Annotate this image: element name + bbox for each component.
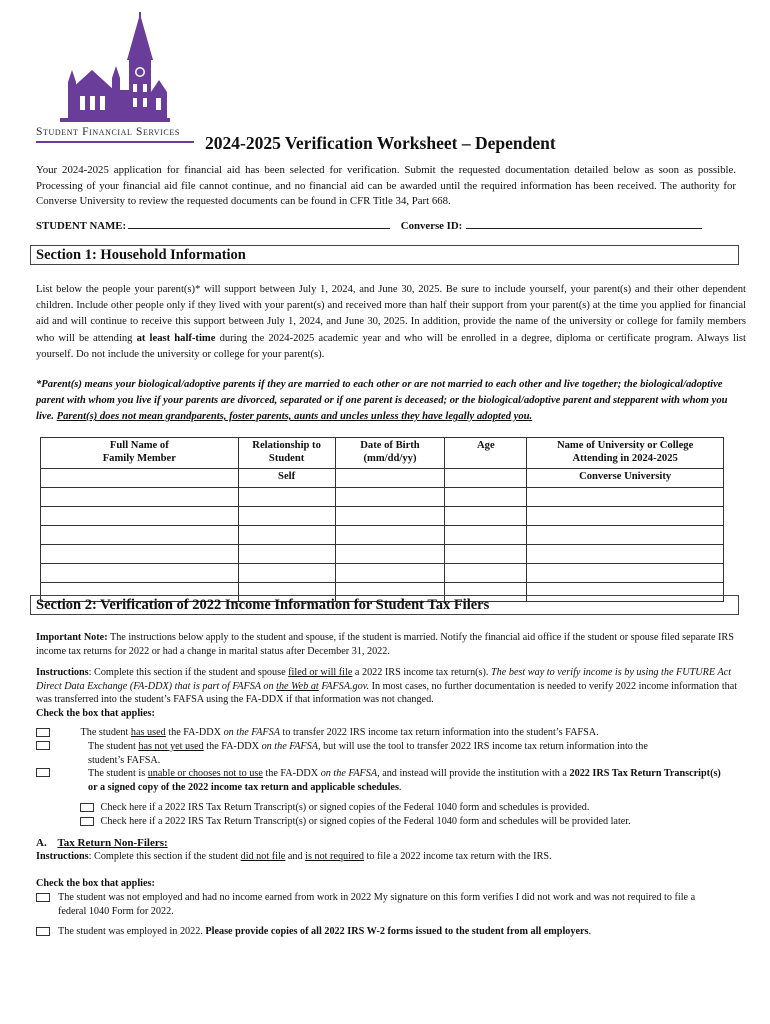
sub-option-later-text: Check here if a 2022 IRS Tax Return Transcript(s) or signed copies of the Federal 1040 form and schedules will be provided later. <box>100 816 631 827</box>
section1-text-b: during the 2024-2025 academic year and who will be enrolled in a degree, diploma or certificate program. Always list yourself. Do not include the university or college for your parent(s). <box>36 332 746 360</box>
non-filers-heading <box>36 837 168 849</box>
table-cell[interactable] <box>238 507 335 526</box>
clock-tower-icon <box>60 12 170 124</box>
table-cell[interactable] <box>335 545 445 564</box>
table-cell[interactable] <box>238 545 335 564</box>
table-row <box>41 564 724 583</box>
option-ddx-not-yet <box>88 740 648 767</box>
table-cell[interactable] <box>445 526 527 545</box>
opt3-text-a: The student is <box>88 768 146 779</box>
col-header-relationship: Relationship to Student <box>238 438 335 469</box>
section2-instructions <box>36 666 746 720</box>
household-table <box>40 437 724 602</box>
option-employed-text: The student was employed in 2022. <box>58 926 203 937</box>
instructions-text-a: : Complete this section if the student and spouse <box>88 667 286 678</box>
table-header-row <box>41 438 724 469</box>
table-cell[interactable] <box>445 507 527 526</box>
opt2-text-b: the FA-DDX <box>206 741 260 752</box>
checkbox-ddx-unable-wrap <box>36 766 50 780</box>
opt2-italic: on the FAFSA <box>261 741 318 752</box>
table-cell[interactable] <box>527 507 724 526</box>
converse-id-label: Converse ID: <box>400 220 463 232</box>
non-filers-instr-b: to file a 2022 income tax return with the IRS. <box>366 851 552 862</box>
table-cell[interactable] <box>445 488 527 507</box>
opt2-underlined: has not yet used <box>138 741 204 752</box>
student-info-line <box>36 218 736 232</box>
instructions-underlined: filed or will file <box>288 667 353 678</box>
table-cell[interactable] <box>41 507 239 526</box>
checkbox-not-employed-wrap <box>36 891 50 905</box>
section1-heading: Section 1: Household Information <box>30 245 739 265</box>
table-cell[interactable] <box>445 469 527 488</box>
table-cell[interactable] <box>41 488 239 507</box>
section1-paragraph <box>36 282 746 363</box>
sub-option-provided <box>80 801 740 815</box>
table-cell[interactable] <box>445 564 527 583</box>
intro-paragraph: Your 2024-2025 application for financial aid has been selected for verification. Submit the requested documentation detailed below as soon as possible. Processing of your financial aid file cannot continue, and no financial aid can be awarded until the required information has been received. The authority for Converse University to review the requested documents can be found in CFR Title 34, Part 668. <box>36 164 736 207</box>
table-cell[interactable] <box>335 469 445 488</box>
important-note-text: The instructions below apply to the student and spouse, if the student is married. Notify the financial aid office if the student or spouse filed separate IRS income tax returns for 2022 or had a change in marital status after December 31, 2022. <box>36 632 734 657</box>
table-cell[interactable] <box>527 488 724 507</box>
non-filers-check-label: Check the box that applies: <box>36 878 155 889</box>
opt1-italic: on the FAFSA <box>223 727 280 738</box>
instructions-text-b: a 2022 IRS income tax return(s). <box>354 667 489 678</box>
checkbox-transcript-provided[interactable] <box>80 803 94 812</box>
col-header-dob: Date of Birth (mm/dd/yy) <box>335 438 445 469</box>
opt1-text-c: to transfer 2022 IRS income tax return information into the student’s FAFSA. <box>282 727 599 738</box>
non-filers-title: Tax Return Non-Filers: <box>57 837 168 849</box>
checkbox-employed-wrap <box>36 925 50 939</box>
table-cell[interactable] <box>335 488 445 507</box>
section1-text-bold: at least half-time <box>136 332 216 344</box>
converse-id-field[interactable] <box>466 218 702 229</box>
table-cell[interactable] <box>41 469 239 488</box>
opt1-text-b: the FA-DDX <box>168 727 222 738</box>
checkbox-ddx-used[interactable] <box>36 728 50 737</box>
table-row <box>41 526 724 545</box>
important-note-label: Important Note: <box>36 632 108 643</box>
option-not-employed: The student was not employed and had no income earned from work in 2022 My signature on this form verifies I did not work and was not required to file a federal 1040 Form for 2022. <box>58 892 696 917</box>
table-cell[interactable] <box>238 526 335 545</box>
checkbox-transcript-later[interactable] <box>80 817 94 826</box>
footnote-text: *Parent(s) means your biological/adoptive parents if they are married to each other or are not married to each other and live together; the biological/adoptive parent with whom you live if your parents are divorced, separated or if one parent is deceased; or the biological/adoptive parent and stepparent with whom you live. <box>36 379 728 422</box>
opt2-text-a: The student <box>88 741 136 752</box>
table-row <box>41 469 724 488</box>
logo-text: Student Financial Services <box>36 126 180 138</box>
table-cell: Converse University <box>527 469 724 488</box>
checkbox-employed[interactable] <box>36 927 50 936</box>
instructions-label: Instructions <box>36 667 89 678</box>
check-box-label: Check the box that applies: <box>36 707 155 719</box>
table-cell[interactable] <box>41 526 239 545</box>
sub-option-provided-text: Check here if a 2022 IRS Tax Return Transcript(s) or signed copies of the Federal 1040 form and schedules is provided. <box>100 802 590 813</box>
table-cell[interactable] <box>527 564 724 583</box>
table-cell: Self <box>238 469 335 488</box>
section1-text-a: List below the people your parent(s)* will support between July 1, 2024, and June 30, 2025. Be sure to include yourself, your parent(s) and their other dependent children. Include other people only if they lived with your parent(s) and received more than half their support from your parent(s) at the time you applied for financial aid and will continue to receive this support between July 1, 2024, and June 30, 2025. In addition, provide the name of the university or college for family members who will be attending <box>36 284 746 344</box>
opt3-italic: on the FAFSA <box>320 768 378 779</box>
table-cell[interactable] <box>335 526 445 545</box>
table-cell[interactable] <box>527 545 724 564</box>
table-row <box>41 507 724 526</box>
option-ddx-unable: The student is unable or chooses not to use the FA-DDX on the FAFSA, and instead will provide the institution with a 2022 IRS Tax Return Transcript(s) or a signed copy of the 2022 income tax return and applicable schedules. <box>88 768 721 793</box>
opt3-underlined: unable or chooses not to use <box>147 768 263 779</box>
non-filers-instr-a: : Complete this section if the student <box>88 851 239 862</box>
table-cell[interactable] <box>527 526 724 545</box>
col-header-age: Age <box>445 438 527 469</box>
table-cell[interactable] <box>41 564 239 583</box>
checkbox-ddx-not-yet[interactable] <box>36 741 50 750</box>
checkbox-ddx-not-yet-wrap <box>36 739 50 753</box>
table-row <box>41 545 724 564</box>
col-header-college: Name of University or College Attending in 2024-2025 <box>527 438 724 469</box>
non-filers-instr-u1: did not file <box>240 851 286 862</box>
opt2-text-c: , but will use the tool to transfer 2022 IRS income tax return information into the student’s FAFSA. <box>88 741 648 766</box>
table-cell[interactable] <box>238 564 335 583</box>
checkbox-ddx-unable[interactable] <box>36 768 50 777</box>
table-cell[interactable] <box>335 507 445 526</box>
non-filers-instr-label: Instructions <box>36 851 89 862</box>
footnote-underlined: Parent(s) does not mean grandparents, foster parents, aunts and uncles unless they have legally adopted you. <box>56 411 533 422</box>
logo-divider <box>36 141 194 143</box>
non-filers-instr-u2: is not required <box>305 851 364 862</box>
sub-option-later <box>80 815 740 829</box>
student-name-field[interactable] <box>128 218 390 229</box>
col-header-name: Full Name of Family Member <box>41 438 239 469</box>
opt3-text-b: the FA-DDX <box>265 768 319 779</box>
non-filers-instructions <box>36 850 736 864</box>
instructions-text-d: In most cases, no further documentation is needed to verify 2022 income information that was transferred into the student’s FAFSA using the FA-DDX if that information was not changed. <box>36 680 738 705</box>
important-note <box>36 631 736 658</box>
table-cell[interactable] <box>41 545 239 564</box>
table-row <box>41 488 724 507</box>
opt3-text-c: , and instead will provide the institution with a <box>377 768 567 779</box>
opt1-underlined: has used <box>130 727 166 738</box>
table-cell[interactable] <box>238 488 335 507</box>
parent-definition-footnote <box>36 377 736 425</box>
non-filers-instr-and: and <box>287 851 303 862</box>
non-filers-letter: A. <box>36 837 47 849</box>
section2-heading: Section 2: Verification of 2022 Income Information for Student Tax Filers <box>30 595 739 615</box>
option-ddx-used <box>36 726 736 740</box>
checkbox-not-employed[interactable] <box>36 893 50 902</box>
option-employed: The student was employed in 2022. Please provide copies of all 2022 IRS W-2 forms issued to the student from all employers. <box>58 926 592 937</box>
fafsa-web-link[interactable]: the Web at <box>276 680 319 692</box>
opt3-bold: 2022 IRS Tax Return Transcript(s) or a signed copy of the 2022 income tax return and applicable schedules <box>88 768 721 793</box>
table-cell[interactable] <box>335 564 445 583</box>
fafsa-gov: FAFSA.gov. <box>321 680 370 692</box>
student-name-label: STUDENT NAME: <box>36 220 127 232</box>
opt1-text-a: The student <box>80 727 129 738</box>
table-cell[interactable] <box>445 545 527 564</box>
instructions-italic: The best way to verify income is by using the FUTURE Act Direct Data Exchange (FA-DDX) that is part of FAFSA on <box>36 667 732 692</box>
option-employed-bold: Please provide copies of all 2022 IRS W-2 forms issued to the student from all employers <box>205 926 589 937</box>
page-title: 2024-2025 Verification Worksheet – Dependent <box>205 133 556 153</box>
